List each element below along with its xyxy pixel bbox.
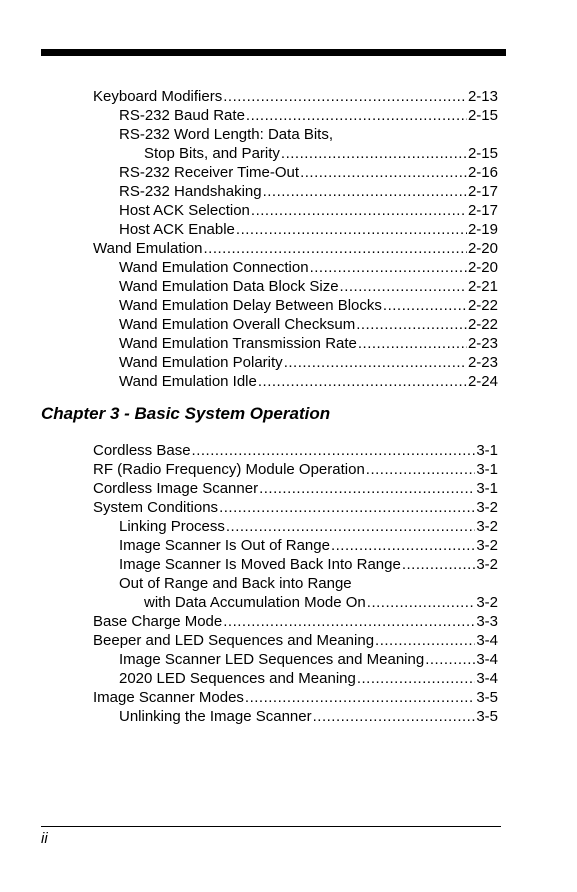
toc-entry — [93, 182, 498, 201]
toc-leader-dots — [204, 239, 467, 258]
toc-entry-page: 2-20 — [467, 240, 498, 257]
toc-entry-page: 3-4 — [476, 632, 498, 649]
toc-entry-page: 3-2 — [476, 499, 498, 516]
toc-entry-page: 2-21 — [467, 278, 498, 295]
toc-entry-title: Image Scanner Is Moved Back Into Range — [119, 556, 401, 573]
toc-entry-page: 2-24 — [467, 373, 498, 390]
toc-leader-dots — [402, 555, 475, 574]
toc-entry-page: 2-23 — [467, 335, 498, 352]
toc-entry-title: RS-232 Word Length: Data Bits, — [119, 126, 333, 143]
toc-entry-title: Wand Emulation Polarity — [119, 354, 283, 371]
toc-leader-dots — [246, 106, 467, 125]
toc-entry-title: Image Scanner Is Out of Range — [119, 537, 330, 554]
toc-leader-dots — [310, 258, 467, 277]
toc-entry-title: Cordless Image Scanner — [93, 480, 259, 497]
toc-entry — [93, 144, 498, 163]
toc-entry-page: 2-16 — [467, 164, 498, 181]
toc-entry-page: 3-2 — [476, 594, 498, 611]
toc-entry-page: 3-1 — [476, 461, 498, 478]
toc-section-chapter-3 — [93, 441, 498, 726]
toc-entry-page: 3-4 — [476, 651, 498, 668]
toc-entry — [93, 688, 498, 707]
toc-leader-dots — [340, 277, 467, 296]
toc-entry — [93, 258, 498, 277]
toc-leader-dots — [263, 182, 467, 201]
toc-entry — [93, 536, 498, 555]
toc-entry — [93, 669, 498, 688]
toc-entry-title: Beeper and LED Sequences and Meaning — [93, 632, 375, 649]
toc-leader-dots — [356, 315, 467, 334]
toc-entry — [93, 87, 498, 106]
toc-entry — [93, 460, 498, 479]
toc-entry-title: Image Scanner LED Sequences and Meaning — [119, 651, 425, 668]
toc-section-chapter-2 — [93, 87, 498, 391]
toc-leader-dots — [245, 688, 475, 707]
toc-entry-title: Wand Emulation Connection — [119, 259, 309, 276]
toc-entry — [93, 650, 498, 669]
toc-entry-page: 2-19 — [467, 221, 498, 238]
toc-entry-title: RS-232 Receiver Time-Out — [119, 164, 300, 181]
toc-entry — [93, 163, 498, 182]
toc-leader-dots — [425, 650, 475, 669]
toc-entry-title: Linking Process — [119, 518, 225, 535]
toc-entry — [93, 353, 498, 372]
toc-entry-title: Unlinking the Image Scanner — [119, 708, 312, 725]
toc-entry-title: Wand Emulation Transmission Rate — [119, 335, 357, 352]
toc-entry-page: 3-5 — [476, 689, 498, 706]
toc-entry — [93, 631, 498, 650]
chapter-heading: Chapter 3 - Basic System Operation — [41, 404, 331, 423]
toc-entry — [93, 125, 498, 144]
toc-entry — [93, 296, 498, 315]
toc-entry — [93, 479, 498, 498]
toc-leader-dots — [383, 296, 467, 315]
toc-leader-dots — [367, 593, 476, 612]
toc-entry-title: Host ACK Enable — [119, 221, 235, 238]
toc-leader-dots — [258, 372, 467, 391]
toc-entry-title: Image Scanner Modes — [93, 689, 244, 706]
toc-entry — [93, 441, 498, 460]
toc-entry-title: Out of Range and Back into Range — [119, 575, 352, 592]
toc-leader-dots — [284, 353, 467, 372]
toc-entry-title: RF (Radio Frequency) Module Operation — [93, 461, 365, 478]
toc-entry — [93, 517, 498, 536]
toc-entry-title: Wand Emulation Idle — [119, 373, 257, 390]
toc-entry-title: RS-232 Baud Rate — [119, 107, 245, 124]
toc-entry-title: Wand Emulation Overall Checksum — [119, 316, 356, 333]
toc-entry — [93, 574, 498, 593]
toc-leader-dots — [251, 201, 467, 220]
toc-entry — [93, 334, 498, 353]
toc-entry-page: 3-4 — [476, 670, 498, 687]
toc-entry-page: 3-2 — [476, 556, 498, 573]
toc-leader-dots — [259, 479, 475, 498]
toc-entry — [93, 106, 498, 125]
toc-entry — [93, 220, 498, 239]
toc-entry — [93, 593, 498, 612]
header-rule — [41, 49, 506, 56]
toc-leader-dots — [236, 220, 467, 239]
toc-entry — [93, 315, 498, 334]
toc-entry-page: 2-13 — [467, 88, 498, 105]
toc-leader-dots — [192, 441, 476, 460]
toc-entry-title: Wand Emulation Data Block Size — [119, 278, 339, 295]
toc-leader-dots — [300, 163, 467, 182]
toc-entry-title: Cordless Base — [93, 442, 191, 459]
toc-leader-dots — [313, 707, 476, 726]
toc-entry-page: 3-3 — [476, 613, 498, 630]
toc-leader-dots — [223, 87, 467, 106]
toc-entry-title: System Conditions — [93, 499, 219, 516]
toc-leader-dots — [223, 612, 475, 631]
toc-leader-dots — [357, 669, 475, 688]
toc-entry-page: 2-22 — [467, 316, 498, 333]
footer-rule — [41, 826, 501, 827]
toc-entry-page: 2-20 — [467, 259, 498, 276]
toc-leader-dots — [358, 334, 467, 353]
toc-entry-title: Keyboard Modifiers — [93, 88, 223, 105]
toc-leader-dots — [226, 517, 475, 536]
toc-entry — [93, 372, 498, 391]
toc-entry-page: 3-2 — [476, 537, 498, 554]
toc-entry-title: 2020 LED Sequences and Meaning — [119, 670, 356, 687]
page-number: ii — [41, 830, 48, 847]
toc-entry — [93, 707, 498, 726]
toc-entry-page: 2-22 — [467, 297, 498, 314]
toc-entry-page: 2-23 — [467, 354, 498, 371]
toc-entry-title: RS-232 Handshaking — [119, 183, 262, 200]
toc-leader-dots — [281, 144, 467, 163]
toc-leader-dots — [375, 631, 475, 650]
toc-entry — [93, 555, 498, 574]
toc-entry-page: 3-5 — [476, 708, 498, 725]
toc-entry-page: 2-15 — [467, 145, 498, 162]
toc-entry-page: 3-1 — [476, 480, 498, 497]
toc-entry-page: 3-1 — [476, 442, 498, 459]
toc-entry-page: 2-17 — [467, 183, 498, 200]
toc-entry — [93, 612, 498, 631]
toc-leader-dots — [366, 460, 476, 479]
toc-entry — [93, 239, 498, 258]
toc-entry-page: 2-15 — [467, 107, 498, 124]
toc-entry-title: with Data Accumulation Mode On — [144, 594, 366, 611]
toc-leader-dots — [331, 536, 475, 555]
toc-entry-title: Wand Emulation Delay Between Blocks — [119, 297, 382, 314]
toc-entry-page: 3-2 — [476, 518, 498, 535]
toc-entry-title: Stop Bits, and Parity — [144, 145, 280, 162]
toc-entry — [93, 201, 498, 220]
toc-entry — [93, 498, 498, 517]
toc-entry-title: Host ACK Selection — [119, 202, 250, 219]
toc-leader-dots — [219, 498, 475, 517]
toc-entry — [93, 277, 498, 296]
toc-entry-title: Wand Emulation — [93, 240, 203, 257]
toc-entry-page: 2-17 — [467, 202, 498, 219]
toc-entry-title: Base Charge Mode — [93, 613, 223, 630]
